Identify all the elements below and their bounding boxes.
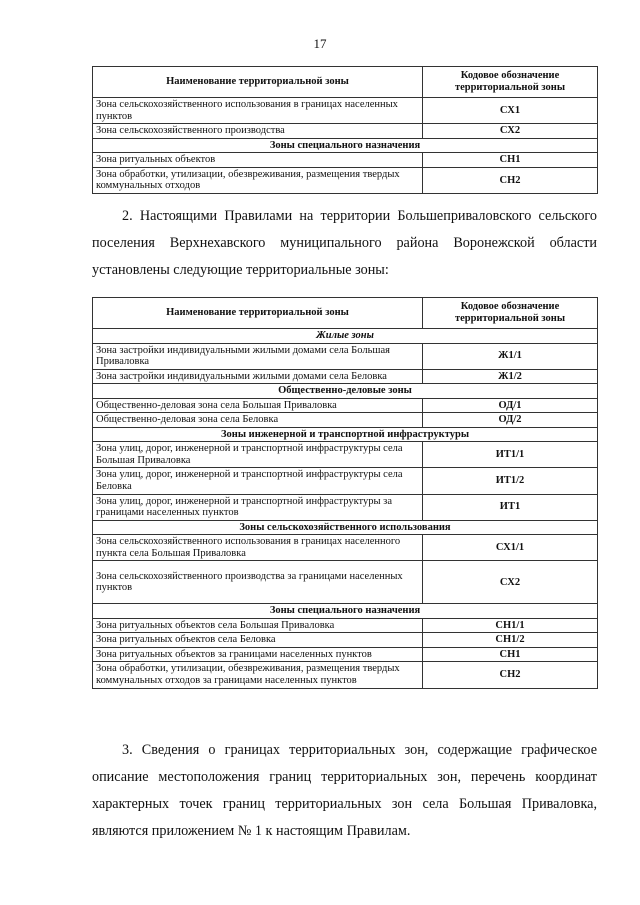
table-row (93, 398, 598, 413)
table-row (93, 167, 598, 193)
zone-code-cell: СХ1/1 (423, 535, 598, 561)
section-title: Общественно-деловые зоны (93, 384, 598, 399)
column-header-code: Кодовое обозначение территориальной зоны (423, 67, 598, 98)
zone-code-cell: СН1/1 (423, 618, 598, 633)
table-row (93, 535, 598, 561)
table-row (93, 124, 598, 139)
table-row (93, 369, 598, 384)
zone-code-cell: ОД/2 (423, 413, 598, 428)
zone-code-cell: СН1 (423, 153, 598, 168)
section-row (93, 604, 598, 619)
section-row (93, 329, 598, 344)
column-header-name: Наименование территориальной зоны (93, 298, 423, 329)
zone-name-cell: Зона застройки индивидуальными жилыми домами села Беловка (93, 369, 423, 384)
zone-code-cell: Ж1/1 (423, 343, 598, 369)
zone-code-cell: СН2 (423, 662, 598, 688)
zone-name-cell: Зона застройки индивидуальными жилыми домами села Большая Приваловка (93, 343, 423, 369)
zone-name-cell: Зона сельскохозяйственного производства за границами населенных пунктов (93, 561, 423, 604)
zone-code-cell: ИТ1 (423, 494, 598, 520)
zone-code-cell: СН1 (423, 647, 598, 662)
zone-code-cell: ИТ1/2 (423, 468, 598, 494)
zone-name-cell: Зона улиц, дорог, инженерной и транспортной инфраструктуры за границами населенных пунктов (93, 494, 423, 520)
section-row (93, 520, 598, 535)
zone-code-cell: СН1/2 (423, 633, 598, 648)
section-title: Зоны инженерной и транспортной инфраструктуры (93, 427, 598, 442)
section-title: Жилые зоны (93, 329, 598, 344)
zone-name-cell: Общественно-деловая зона села Беловка (93, 413, 423, 428)
paragraph-2: 2. Настоящими Правилами на территории Большеприваловского сельского поселения Верхнехавского муниципального района Воронежской области установлены следующие территориальные зоны: (92, 208, 597, 278)
zone-name-cell: Зона улиц, дорог, инженерной и транспортной инфраструктуры села Большая Приваловка (93, 442, 423, 468)
section-row (93, 138, 598, 153)
column-header-name: Наименование территориальной зоны (93, 67, 423, 98)
zone-name-cell: Зона ритуальных объектов села Большая Приваловка (93, 618, 423, 633)
zone-name-cell: Зона ритуальных объектов села Беловка (93, 633, 423, 648)
section-row (93, 427, 598, 442)
table-header-row (93, 67, 598, 98)
table-row (93, 633, 598, 648)
zone-name-cell: Зона сельскохозяйственного производства (93, 124, 423, 139)
table-row (93, 662, 598, 688)
table-header-row (93, 298, 598, 329)
zone-name-cell: Зона обработки, утилизации, обезвреживания, размещения твердых коммунальных отходов за границами населенных пунктов (93, 662, 423, 688)
section-title: Зоны сельскохозяйственного использования (93, 520, 598, 535)
zone-code-cell: ОД/1 (423, 398, 598, 413)
zones-table-top (92, 66, 598, 194)
zone-code-cell: СН2 (423, 167, 598, 193)
table-row (93, 494, 598, 520)
zone-name-cell: Зона ритуальных объектов за границами населенных пунктов (93, 647, 423, 662)
zone-name-cell: Общественно-деловая зона села Большая Приваловка (93, 398, 423, 413)
zone-name-cell: Зона сельскохозяйственного использования в границах населенного пункта села Большая Приваловка (93, 535, 423, 561)
table-row (93, 468, 598, 494)
zone-code-cell: СХ2 (423, 561, 598, 604)
page-number: 17 (313, 36, 327, 51)
table-row (93, 618, 598, 633)
zone-name-cell: Зона ритуальных объектов (93, 153, 423, 168)
zone-name-cell: Зона улиц, дорог, инженерной и транспортной инфраструктуры села Беловка (93, 468, 423, 494)
table-row (93, 647, 598, 662)
zone-name-cell: Зона обработки, утилизации, обезвреживания, размещения твердых коммунальных отходов (93, 167, 423, 193)
zone-code-cell: СХ2 (423, 124, 598, 139)
table-row (93, 442, 598, 468)
zone-code-cell: ИТ1/1 (423, 442, 598, 468)
table-row (93, 413, 598, 428)
zone-code-cell: СХ1 (423, 98, 598, 124)
column-header-code: Кодовое обозначение территориальной зоны (423, 298, 598, 329)
zones-table-main (92, 297, 598, 689)
section-title: Зоны специального назначения (93, 138, 598, 153)
zone-code-cell: Ж1/2 (423, 369, 598, 384)
paragraph-3: 3. Сведения о границах территориальных зон, содержащие графическое описание местоположения границ территориальных зон, перечень координат характерных точек границ территориальных зон села Большая Приваловка, являются приложением № 1 к настоящим Правилам. (92, 742, 597, 839)
section-row (93, 384, 598, 399)
table-row (93, 561, 598, 604)
zone-name-cell: Зона сельскохозяйственного использования в границах населенных пунктов (93, 98, 423, 124)
table-row (93, 343, 598, 369)
section-title: Зоны специального назначения (93, 604, 598, 619)
table-row (93, 98, 598, 124)
table-row (93, 153, 598, 168)
